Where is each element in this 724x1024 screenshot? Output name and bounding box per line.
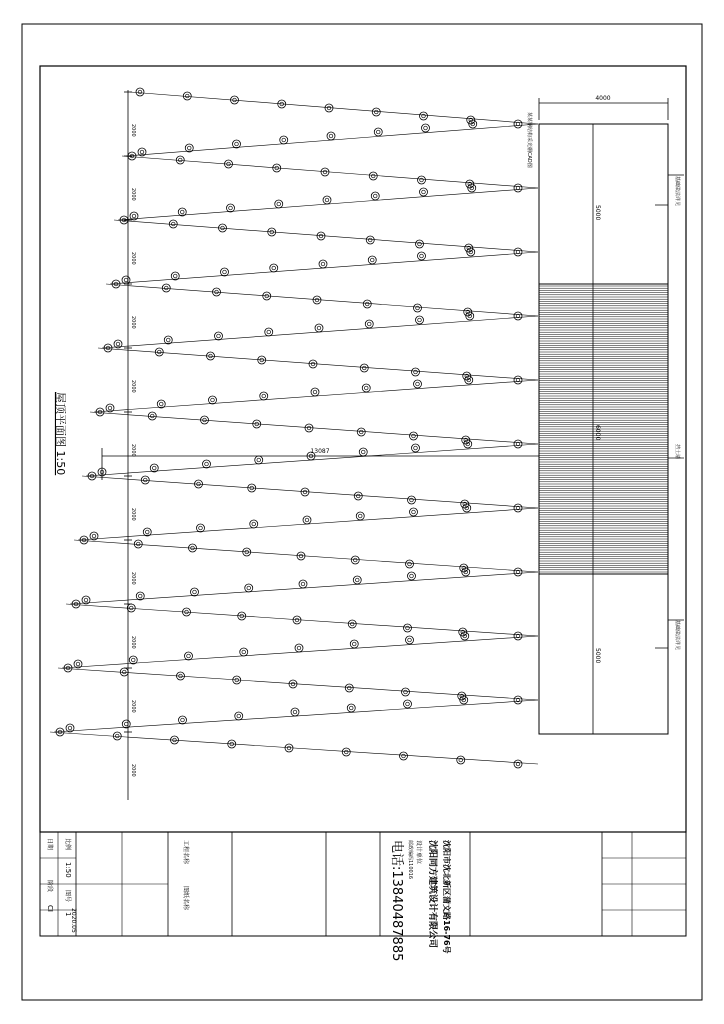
purlin-node	[514, 632, 522, 640]
purlin-node-inner	[235, 142, 239, 146]
purlin-node-inner	[152, 466, 156, 470]
spacing-dimension: 2000	[130, 252, 136, 265]
purlin-node	[185, 652, 193, 660]
purlin-node	[171, 272, 179, 280]
purlin-node-inner	[159, 402, 163, 406]
purlin-node	[136, 88, 144, 96]
purlin-node-inner	[416, 382, 420, 386]
purlin-node-inner	[347, 686, 351, 690]
left-dimension-labels	[124, 92, 136, 777]
purlin-node-inner	[402, 754, 406, 758]
purlin-node-inner	[157, 350, 161, 354]
purlin-node-inner	[98, 410, 102, 414]
purlin-node-inner	[145, 530, 149, 534]
purlin-node-inner	[373, 194, 377, 198]
purlin-node	[418, 176, 426, 184]
purlin-node-inner	[181, 718, 185, 722]
purlin-node-inner	[349, 706, 353, 710]
purlin-node	[303, 516, 311, 524]
purlin-node-inner	[114, 282, 118, 286]
purlin-node-inner	[277, 202, 281, 206]
spacing-dimension: 2000	[130, 444, 136, 457]
purlin-node	[347, 704, 355, 712]
purlin-node-inner	[359, 430, 363, 434]
purlin-node	[514, 312, 522, 320]
purlin-node	[414, 304, 422, 312]
purlin-node-inner	[365, 302, 369, 306]
purlin-node-inner	[106, 346, 110, 350]
stage-label: 阶段	[46, 880, 53, 893]
purlin-node	[366, 236, 374, 244]
purlin-node-inner	[164, 286, 168, 290]
purlin-node	[265, 328, 273, 336]
purlin-node-inner	[252, 522, 256, 526]
spacing-dimension: 2000	[130, 508, 136, 521]
purlin-node-inner	[376, 130, 380, 134]
purlin-node	[260, 392, 268, 400]
purlin-node-inner	[82, 538, 86, 542]
purlin-node	[360, 364, 368, 372]
long-dimension-text: 13087	[310, 448, 330, 455]
leader-label-1: 基础做法详见	[674, 176, 680, 207]
company-zip: 邮政编码110016	[407, 840, 413, 880]
truss-chord	[82, 476, 538, 508]
purlin-node	[420, 188, 428, 196]
purlin-node	[363, 300, 371, 308]
purlin-node-inner	[185, 94, 189, 98]
purlin-node	[410, 432, 418, 440]
purlin-node	[327, 132, 335, 140]
section-dim-left: 5000	[594, 205, 601, 221]
purlin-node	[514, 568, 522, 576]
section-dim-mid: 6000	[594, 425, 601, 441]
purlin-node-inner	[329, 134, 333, 138]
purlin-node	[514, 696, 522, 704]
purlin-node	[342, 748, 350, 756]
purlin-node	[179, 716, 187, 724]
purlin-node	[150, 464, 158, 472]
spacing-dimension: 2000	[130, 316, 136, 329]
purlin-node-inner	[237, 714, 241, 718]
purlin-node	[514, 760, 522, 768]
truss-chord	[106, 284, 538, 316]
purlin-node-inner	[171, 222, 175, 226]
purlin-node-inner	[371, 174, 375, 178]
leader-label-2: 挡土墙	[674, 444, 680, 460]
purlin-node	[514, 184, 522, 192]
purlin-node	[410, 508, 418, 516]
purlin-node-inner	[129, 606, 133, 610]
purlin-node	[354, 492, 362, 500]
leader-label-3: 基础做法详见	[674, 620, 680, 651]
purlin-node-inner	[412, 510, 416, 514]
date-value: 2020.05	[70, 908, 77, 933]
purlin-node-inner	[364, 386, 368, 390]
truss-rows	[50, 88, 538, 768]
purlin-node	[348, 620, 356, 628]
purlin-node-inner	[150, 414, 154, 418]
truss-chord	[74, 540, 538, 572]
purlin-node-inner	[180, 210, 184, 214]
purlin-node	[418, 252, 426, 260]
purlin-node	[404, 700, 412, 708]
purlin-node	[215, 332, 223, 340]
purlin-node	[402, 688, 410, 696]
purlin-node-inner	[422, 190, 426, 194]
purlin-node	[514, 376, 522, 384]
purlin-node	[359, 448, 367, 456]
title-block	[40, 832, 686, 961]
purlin-node-inner	[90, 474, 94, 478]
purlin-node-inner	[412, 434, 416, 438]
purlin-node	[203, 460, 211, 468]
purlin-node	[404, 624, 412, 632]
purlin-node-inner	[404, 690, 408, 694]
purlin-node	[319, 260, 327, 268]
purlin-node	[350, 640, 358, 648]
purlin-node-inner	[257, 458, 261, 462]
purlin-node-inner	[406, 702, 410, 706]
purlin-node-inner	[131, 658, 135, 662]
purlin-node-inner	[193, 590, 197, 594]
purlin-node	[457, 756, 465, 764]
purlin-node	[157, 400, 165, 408]
purlin-node	[406, 636, 414, 644]
purlin-node-inner	[325, 198, 329, 202]
purlin-node-inner	[297, 646, 301, 650]
purlin-node	[357, 428, 365, 436]
purlin-node	[255, 456, 263, 464]
purlin-node	[178, 208, 186, 216]
purlin-node	[420, 112, 428, 120]
purlin-node-inner	[293, 710, 297, 714]
roof-hatch-area	[539, 286, 668, 572]
plan-title: 屋顶平面图 1:50	[54, 392, 67, 476]
purlin-node	[356, 512, 364, 520]
purlin-node	[514, 440, 522, 448]
purlin-node	[233, 140, 241, 148]
purlin-node-inner	[229, 206, 233, 210]
purlin-node	[143, 528, 151, 536]
purlin-node	[514, 248, 522, 256]
purlin-node-inner	[140, 150, 144, 154]
purlin-node	[250, 520, 258, 528]
purlin-node	[164, 336, 172, 344]
purlin-node	[299, 580, 307, 588]
purlin-node-inner	[136, 542, 140, 546]
purlin-node-inner	[313, 390, 317, 394]
purlin-node-inner	[344, 750, 348, 754]
purlin-node-inner	[173, 274, 177, 278]
purlin-node-inner	[58, 730, 62, 734]
purlin-node	[353, 576, 361, 584]
spacing-dimension: 2000	[130, 188, 136, 201]
purlin-node	[345, 684, 353, 692]
purlin-node-inner	[317, 326, 321, 330]
purlin-node-inner	[122, 670, 126, 674]
purlin-node	[374, 128, 382, 136]
scale-label: 比例	[64, 838, 71, 851]
purlin-node	[514, 120, 522, 128]
purlin-node-inner	[420, 254, 424, 258]
purlin-node-inner	[223, 270, 227, 274]
spacing-dimension: 2000	[130, 124, 136, 137]
purlin-node	[323, 196, 331, 204]
spacing-dimension: 2000	[130, 572, 136, 585]
purlin-node	[275, 200, 283, 208]
purlin-node-inner	[368, 238, 372, 242]
purlin-node	[416, 316, 424, 324]
purlin-node	[311, 388, 319, 396]
purlin-node	[412, 444, 420, 452]
purlin-node	[191, 588, 199, 596]
purlin-node	[400, 752, 408, 760]
purlin-node	[412, 368, 420, 376]
purlin-node	[245, 584, 253, 592]
purlin-node-inner	[267, 330, 271, 334]
spacing-dimension: 2000	[130, 764, 136, 777]
purlin-node	[372, 108, 380, 116]
purlin-node	[514, 504, 522, 512]
purlin-node-inner	[166, 338, 170, 342]
purlin-node	[227, 204, 235, 212]
purlin-node	[280, 136, 288, 144]
spacing-dimension: 2000	[130, 700, 136, 713]
purlin-node	[291, 708, 299, 716]
purlin-node-inner	[424, 126, 428, 130]
purlin-node-inner	[124, 278, 128, 282]
purlin-node-inner	[282, 138, 286, 142]
stage-value: CI	[46, 905, 54, 912]
top-dimension-text: 4000	[595, 95, 611, 102]
scale-value: 1:50	[64, 862, 72, 878]
purlin-node	[295, 644, 303, 652]
purlin-node	[221, 268, 229, 276]
truss-chord	[114, 220, 538, 252]
date-label: 日期	[46, 838, 53, 851]
purlin-node-inner	[410, 574, 414, 578]
purlin-node-inner	[138, 90, 142, 94]
purlin-node-inner	[374, 110, 378, 114]
purlin-node-inner	[350, 622, 354, 626]
purlin-node	[235, 712, 243, 720]
purlin-node-inner	[205, 462, 209, 466]
section-dim-right: 5000	[594, 648, 601, 664]
purlin-node-inner	[301, 582, 305, 586]
purlin-node	[136, 592, 144, 600]
purlin-node-inner	[272, 266, 276, 270]
truss-chord	[90, 412, 538, 444]
purlin-node	[315, 324, 323, 332]
purlin-node-inner	[143, 478, 147, 482]
roof-plan	[50, 88, 684, 800]
purlin-node-inner	[356, 494, 360, 498]
purlin-node	[368, 256, 376, 264]
purlin-node-inner	[132, 214, 136, 218]
purlin-node-inner	[66, 666, 70, 670]
purlin-node-inner	[178, 158, 182, 162]
purlin-node-inner	[361, 450, 365, 454]
design-unit: 设计单位	[415, 840, 422, 865]
purlin-node-inner	[414, 446, 418, 450]
purlin-node-inner	[124, 722, 128, 726]
purlin-node-inner	[362, 366, 366, 370]
purlin-node	[371, 192, 379, 200]
purlin-node-inner	[199, 526, 203, 530]
purlin-node-inner	[408, 638, 412, 642]
sheet-label: 图号	[64, 890, 71, 903]
company-phone: 电话:13840487885	[389, 840, 404, 962]
purlin-node-inner	[367, 322, 371, 326]
purlin-node-inner	[355, 578, 359, 582]
purlin-node-inner	[262, 394, 266, 398]
purlin-node-inner	[321, 262, 325, 266]
purlin-node-inner	[247, 586, 251, 590]
purlin-node-inner	[84, 598, 88, 602]
purlin-node	[122, 720, 130, 728]
top-leader-label: 某某钢结构采光棚CAD图	[526, 112, 532, 168]
spacing-dimension: 2000	[130, 636, 136, 649]
purlin-node-inner	[217, 334, 221, 338]
purlin-node-inner	[305, 518, 309, 522]
purlin-node	[270, 264, 278, 272]
purlin-node-inner	[116, 342, 120, 346]
purlin-node-inner	[406, 626, 410, 630]
purlin-node	[351, 556, 359, 564]
purlin-node-inner	[418, 242, 422, 246]
purlin-node-inner	[108, 406, 112, 410]
purlin-node-inner	[410, 498, 414, 502]
company-name: 沈阳同方建筑设计有限公司	[427, 840, 437, 949]
purlin-node-inner	[414, 370, 418, 374]
purlin-node-inner	[187, 654, 191, 658]
purlin-node-inner	[68, 726, 72, 730]
sheet-value: 1	[64, 912, 72, 917]
purlin-node	[365, 320, 373, 328]
purlin-node-inner	[358, 514, 362, 518]
purlin-node	[408, 572, 416, 580]
purlin-node	[209, 396, 217, 404]
company-address: 沈阳市沈北新区蒲文路16-76号	[442, 840, 451, 954]
purlin-node	[362, 384, 370, 392]
purlin-node-inner	[242, 650, 246, 654]
purlin-node	[369, 172, 377, 180]
purlin-node-inner	[352, 642, 356, 646]
purlin-node-inner	[187, 146, 191, 150]
purlin-node-inner	[353, 558, 357, 562]
drawing-label: 图纸名称	[182, 886, 189, 911]
spacing-dimension: 2000	[130, 380, 136, 393]
purlin-node	[408, 496, 416, 504]
truss-chord	[66, 604, 538, 636]
purlin-node-inner	[92, 534, 96, 538]
purlin-node	[406, 560, 414, 568]
purlin-node-inner	[211, 398, 215, 402]
purlin-node	[197, 524, 205, 532]
purlin-node	[422, 124, 430, 132]
purlin-node-inner	[370, 258, 374, 262]
purlin-node	[129, 656, 137, 664]
purlin-node-inner	[418, 318, 422, 322]
purlin-node-inner	[74, 602, 78, 606]
purlin-node-inner	[138, 594, 142, 598]
purlin-node-inner	[115, 734, 119, 738]
purlin-node-inner	[76, 662, 80, 666]
purlin-node	[240, 648, 248, 656]
purlin-node	[414, 380, 422, 388]
purlin-node-inner	[408, 562, 412, 566]
purlin-node-inner	[416, 306, 420, 310]
purlin-node	[416, 240, 424, 248]
truss-chord	[98, 348, 538, 380]
project-label: 工程名称	[182, 840, 189, 865]
